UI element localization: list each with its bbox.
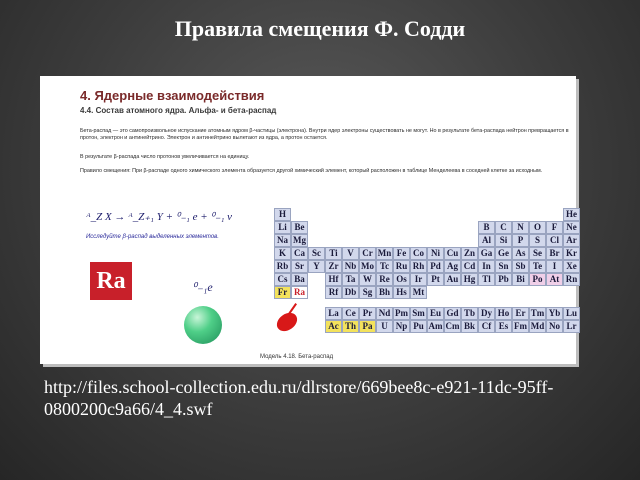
element-cell-f[interactable]: F	[546, 221, 563, 234]
element-cell-se[interactable]: Se	[529, 247, 546, 260]
element-cell-br[interactable]: Br	[546, 247, 563, 260]
element-cell-ta[interactable]: Ta	[342, 273, 359, 286]
element-cell-cs[interactable]: Cs	[274, 273, 291, 286]
element-cell-hf[interactable]: Hf	[325, 273, 342, 286]
element-cell-md[interactable]: Md	[530, 320, 545, 331]
element-cell-ca[interactable]: Ca	[291, 247, 308, 260]
element-cell-ar[interactable]: Ar	[563, 234, 580, 247]
electron-symbol: ⁰₋₁e	[192, 280, 213, 294]
element-cell-yb[interactable]: Yb	[546, 307, 563, 320]
element-cell-gd[interactable]: Gd	[444, 307, 461, 320]
element-cell-bh[interactable]: Bh	[376, 286, 393, 299]
element-cell-s[interactable]: S	[529, 234, 546, 247]
element-cell-tc[interactable]: Tc	[376, 260, 393, 273]
element-cell-tm[interactable]: Tm	[530, 307, 545, 318]
red-pointer-icon	[273, 309, 300, 335]
element-cell-p[interactable]: P	[512, 234, 529, 247]
element-cell-at[interactable]: At	[546, 273, 563, 286]
element-cell-es[interactable]: Es	[495, 320, 512, 333]
element-cell-lu[interactable]: Lu	[563, 307, 580, 320]
element-cell-os[interactable]: Os	[393, 273, 410, 286]
element-cell-w[interactable]: W	[359, 273, 376, 286]
beta-decay-paragraph: Бета-распад — это самопроизвольное испускание атомным ядром β-частицы (электрона). Внутри ядер электроны существовать не могут. Но в результате бета-распада нейтрон превращается в протон, электрон и антинейтрино. Электрон и антинейтрино вылетают из ядра, а протон остается.	[80, 128, 569, 141]
element-cell-rf[interactable]: Rf	[325, 286, 342, 299]
element-cell-pb[interactable]: Pb	[495, 273, 512, 286]
element-cell-be[interactable]: Be	[291, 221, 308, 234]
element-cell-mg[interactable]: Mg	[293, 235, 306, 245]
element-cell-kr[interactable]: Kr	[563, 247, 580, 260]
element-cell-no[interactable]: No	[546, 320, 563, 333]
element-cell-cf[interactable]: Cf	[478, 320, 495, 333]
element-cell-v[interactable]: V	[342, 247, 359, 260]
element-cell-n[interactable]: N	[512, 221, 529, 234]
element-cell-pa[interactable]: Pa	[359, 320, 376, 333]
flash-content-frame	[40, 76, 576, 364]
subsection-title: 4.4. Состав атомного ядра. Альфа- и бета-распад	[80, 106, 277, 115]
element-cell-rh[interactable]: Rh	[410, 260, 427, 273]
element-cell-xe[interactable]: Xe	[563, 260, 580, 273]
element-cell-np[interactable]: Np	[393, 320, 410, 333]
element-cell-am[interactable]: Am	[428, 320, 443, 331]
section-title: 4. Ядерные взаимодействия	[80, 88, 265, 103]
element-cell-rn[interactable]: Rn	[563, 273, 580, 286]
electron-particle-icon	[184, 306, 222, 344]
element-cell-fe[interactable]: Fe	[393, 247, 410, 260]
element-cell-ge[interactable]: Ge	[495, 247, 512, 260]
element-cell-sb[interactable]: Sb	[512, 260, 529, 273]
beta-decay-formula: ᴬ_Z X → ᴬ_Z₊₁ Y + ⁰₋₁ e + ⁰₋₁ ν	[86, 211, 233, 223]
element-cell-ga[interactable]: Ga	[478, 247, 495, 260]
element-cell-co[interactable]: Co	[410, 247, 427, 260]
element-cell-ba[interactable]: Ba	[291, 273, 308, 286]
element-cell-lr[interactable]: Lr	[563, 320, 580, 333]
element-cell-i[interactable]: I	[546, 260, 563, 273]
element-cell-cd[interactable]: Cd	[461, 260, 478, 273]
element-cell-pm[interactable]: Pm	[395, 307, 408, 318]
element-cell-sc[interactable]: Sc	[308, 247, 325, 260]
element-cell-re[interactable]: Re	[376, 273, 393, 286]
element-cell-au[interactable]: Au	[444, 273, 461, 286]
element-cell-zn[interactable]: Zn	[461, 247, 478, 260]
element-cell-pu[interactable]: Pu	[410, 320, 427, 333]
element-cell-pd[interactable]: Pd	[427, 260, 444, 273]
element-cell-dy[interactable]: Dy	[478, 307, 495, 320]
element-cell-sg[interactable]: Sg	[359, 286, 376, 299]
slide-title: Правила смещения Ф. Содди	[174, 16, 466, 41]
element-cell-fr[interactable]: Fr	[274, 286, 291, 299]
element-cell-sr[interactable]: Sr	[291, 260, 308, 273]
element-cell-al[interactable]: Al	[478, 234, 495, 247]
element-cell-h[interactable]: H	[274, 208, 291, 221]
element-cell-zr[interactable]: Zr	[325, 260, 342, 273]
element-cell-pr[interactable]: Pr	[359, 307, 376, 320]
element-cell-rb[interactable]: Rb	[274, 260, 291, 273]
element-cell-ti[interactable]: Ti	[325, 247, 342, 260]
element-cell-tl[interactable]: Tl	[478, 273, 495, 286]
element-cell-in[interactable]: In	[478, 260, 495, 273]
element-cell-cm[interactable]: Cm	[445, 320, 460, 331]
element-cell-o[interactable]: O	[529, 221, 546, 234]
element-cell-ce[interactable]: Ce	[342, 307, 359, 320]
element-cell-li[interactable]: Li	[274, 221, 291, 234]
element-cell-na[interactable]: Na	[274, 234, 291, 247]
element-cell-cu[interactable]: Cu	[444, 247, 461, 260]
element-cell-sn[interactable]: Sn	[495, 260, 512, 273]
displacement-rule-paragraph: Правило смещения: При β-распаде одного химического элемента образуется другой химический элемент, который расположен в таблице Менделеева в соседней клетке за исходным.	[80, 168, 543, 174]
element-cell-mt[interactable]: Mt	[410, 286, 427, 299]
element-cell-tb[interactable]: Tb	[461, 307, 478, 320]
element-cell-pt[interactable]: Pt	[427, 273, 444, 286]
element-cell-as[interactable]: As	[512, 247, 529, 260]
element-cell-ac[interactable]: Ac	[325, 320, 342, 333]
element-cell-k[interactable]: K	[274, 247, 291, 260]
element-cell-b[interactable]: B	[478, 221, 495, 234]
element-cell-cr[interactable]: Cr	[359, 247, 376, 260]
element-cell-si[interactable]: Si	[495, 234, 512, 247]
element-cell-mo[interactable]: Mo	[361, 261, 374, 271]
model-caption: Модель 4.18. Бета-распад	[260, 354, 334, 360]
source-url[interactable]: http://files.school-collection.edu.ru/dlrstore/669bee8c-e921-11dc-95ff-0800200c9a66/4_4.swf	[44, 377, 554, 419]
element-cell-ni[interactable]: Ni	[427, 247, 444, 260]
element-cell-hs[interactable]: Hs	[393, 286, 410, 299]
element-cell-ru[interactable]: Ru	[393, 260, 410, 273]
element-cell-fm[interactable]: Fm	[514, 320, 527, 331]
element-cell-la[interactable]: La	[325, 307, 342, 320]
element-cell-hg[interactable]: Hg	[461, 273, 478, 286]
element-cell-ag[interactable]: Ag	[444, 260, 461, 273]
selected-element-ra: Ra	[90, 262, 132, 300]
element-cell-nb[interactable]: Nb	[342, 260, 359, 273]
element-cell-eu[interactable]: Eu	[427, 307, 444, 320]
element-cell-cl[interactable]: Cl	[546, 234, 563, 247]
element-cell-bk[interactable]: Bk	[461, 320, 478, 333]
element-cell-te[interactable]: Te	[529, 260, 546, 273]
element-cell-ir[interactable]: Ir	[410, 273, 427, 286]
element-cell-bi[interactable]: Bi	[512, 273, 529, 286]
element-cell-nd[interactable]: Nd	[376, 307, 393, 320]
element-cell-er[interactable]: Er	[512, 307, 529, 320]
element-cell-ne[interactable]: Ne	[563, 221, 580, 234]
investigate-instruction: Исследуйте β-распад выделенных элементов.	[86, 234, 219, 240]
element-cell-ho[interactable]: Ho	[495, 307, 512, 320]
element-cell-u[interactable]: U	[376, 320, 393, 333]
element-cell-db[interactable]: Db	[342, 286, 359, 299]
proton-increase-paragraph: В результате β-распада число протонов увеличивается на единицу.	[80, 154, 250, 160]
element-cell-po[interactable]: Po	[529, 273, 546, 286]
element-cell-c[interactable]: C	[495, 221, 512, 234]
element-cell-ra[interactable]: Ra	[291, 286, 308, 299]
element-cell-mn[interactable]: Mn	[377, 248, 392, 258]
element-cell-sm[interactable]: Sm	[410, 307, 427, 320]
element-cell-he[interactable]: He	[563, 208, 580, 221]
element-cell-th[interactable]: Th	[342, 320, 359, 333]
element-cell-y[interactable]: Y	[308, 260, 325, 273]
